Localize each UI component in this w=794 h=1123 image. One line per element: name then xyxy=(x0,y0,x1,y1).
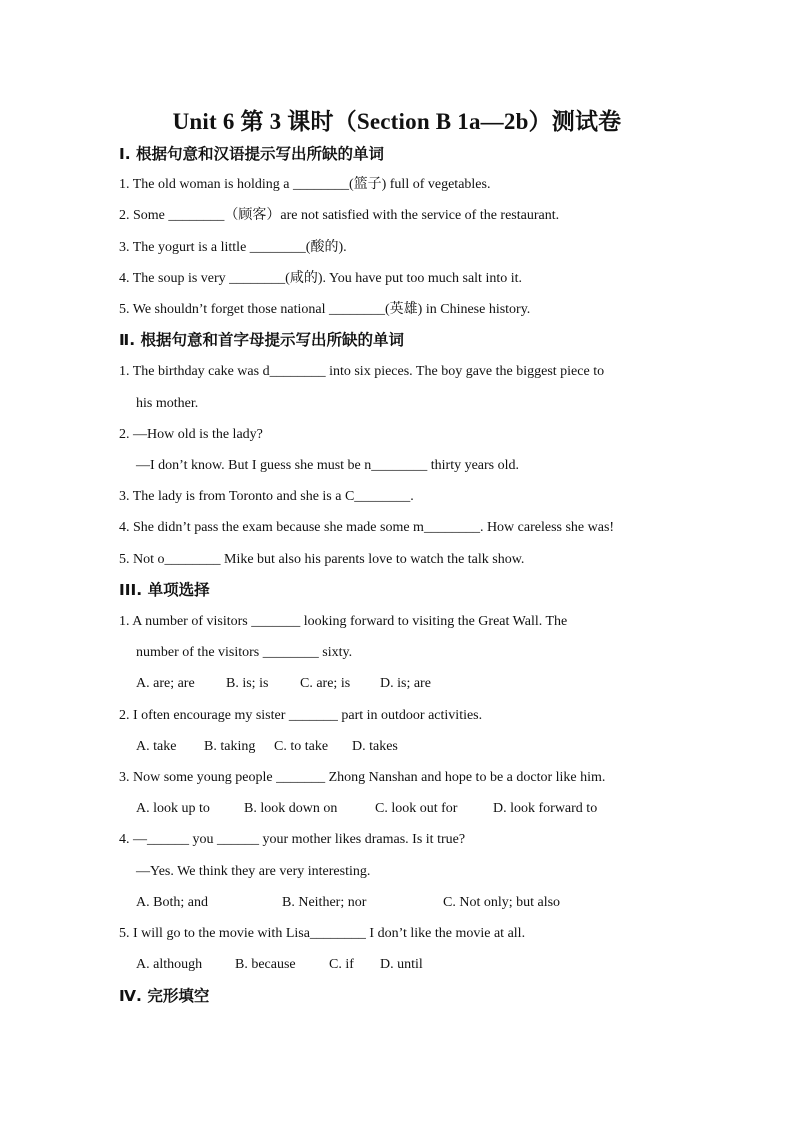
option-a: A. Both; and xyxy=(136,895,208,910)
option-c: C. are; is xyxy=(300,676,351,691)
option-a: A. are; are xyxy=(136,676,195,691)
section-heading-4: Ⅳ. 完形填空 xyxy=(119,987,210,1005)
option-b: B. because xyxy=(235,957,296,972)
section-heading-1: Ⅰ. 根据句意和汉语提示写出所缺的单词 xyxy=(119,145,385,163)
question-3-3-options xyxy=(136,800,597,818)
question-3-5-options xyxy=(136,956,423,974)
question-3-3: 3. Now some young people _______ Zhong Nanshan and hope to be a doctor like him. xyxy=(119,770,606,785)
option-d: D. until xyxy=(380,957,423,972)
question-1-5: 5. We shouldn’t forget those national ________(英雄) in Chinese history. xyxy=(119,302,531,317)
option-c: C. look out for xyxy=(375,801,458,816)
option-c: C. Not only; but also xyxy=(443,895,561,910)
question-2-5: 5. Not o________ Mike but also his parents love to watch the talk show. xyxy=(119,552,525,567)
question-2-2: 2. —How old is the lady? xyxy=(119,427,263,442)
option-d: D. look forward to xyxy=(493,801,598,816)
question-2-1: 1. The birthday cake was d________ into six pieces. The boy gave the biggest piece to xyxy=(119,364,605,379)
question-2-2-answer: —I don’t know. But I guess she must be n________ thirty years old. xyxy=(136,458,520,473)
option-b: B. is; is xyxy=(226,676,269,691)
section-heading-2: Ⅱ. 根据句意和首字母提示写出所缺的单词 xyxy=(119,331,404,349)
question-1-3: 3. The yogurt is a little ________(酸的). xyxy=(119,240,347,255)
option-a: A. look up to xyxy=(136,801,210,816)
question-3-1-cont: number of the visitors ________ sixty. xyxy=(136,645,353,660)
question-1-1: 1. The old woman is holding a ________(篮子) full of vegetables. xyxy=(119,177,491,192)
question-2-1-cont: his mother. xyxy=(136,396,199,411)
section-heading-3: III. 单项选择 xyxy=(119,581,210,599)
option-c: C. to take xyxy=(274,739,329,754)
option-b: B. taking xyxy=(204,739,256,754)
question-1-4: 4. The soup is very ________(咸的). You have put too much salt into it. xyxy=(119,271,522,286)
question-3-2-options xyxy=(136,738,398,756)
option-a: A. take xyxy=(136,739,177,754)
question-3-1: 1. A number of visitors _______ looking forward to visiting the Great Wall. The xyxy=(119,614,568,629)
option-c: C. if xyxy=(329,957,354,972)
question-3-5: 5. I will go to the movie with Lisa________ I don’t like the movie at all. xyxy=(119,926,526,941)
question-2-3: 3. The lady is from Toronto and she is a C________. xyxy=(119,489,414,504)
question-3-2: 2. I often encourage my sister _______ part in outdoor activities. xyxy=(119,708,483,723)
question-3-4-answer: —Yes. We think they are very interesting. xyxy=(136,864,371,879)
option-b: B. look down on xyxy=(244,801,338,816)
page-title: Unit 6 第 3 课时（Section B 1a—2b）测试卷 xyxy=(172,109,622,134)
question-3-4: 4. —______ you ______ your mother likes dramas. Is it true? xyxy=(119,832,466,847)
question-2-4: 4. She didn’t pass the exam because she made some m________. How careless she was! xyxy=(119,520,615,535)
question-3-4-options xyxy=(136,894,560,912)
option-a: A. although xyxy=(136,957,203,972)
question-1-2: 2. Some ________（顾客）are not satisfied with the service of the restaurant. xyxy=(119,208,560,223)
question-3-1-options xyxy=(136,675,431,693)
option-d: D. is; are xyxy=(380,676,431,691)
option-b: B. Neither; nor xyxy=(282,895,367,910)
option-d: D. takes xyxy=(352,739,398,754)
